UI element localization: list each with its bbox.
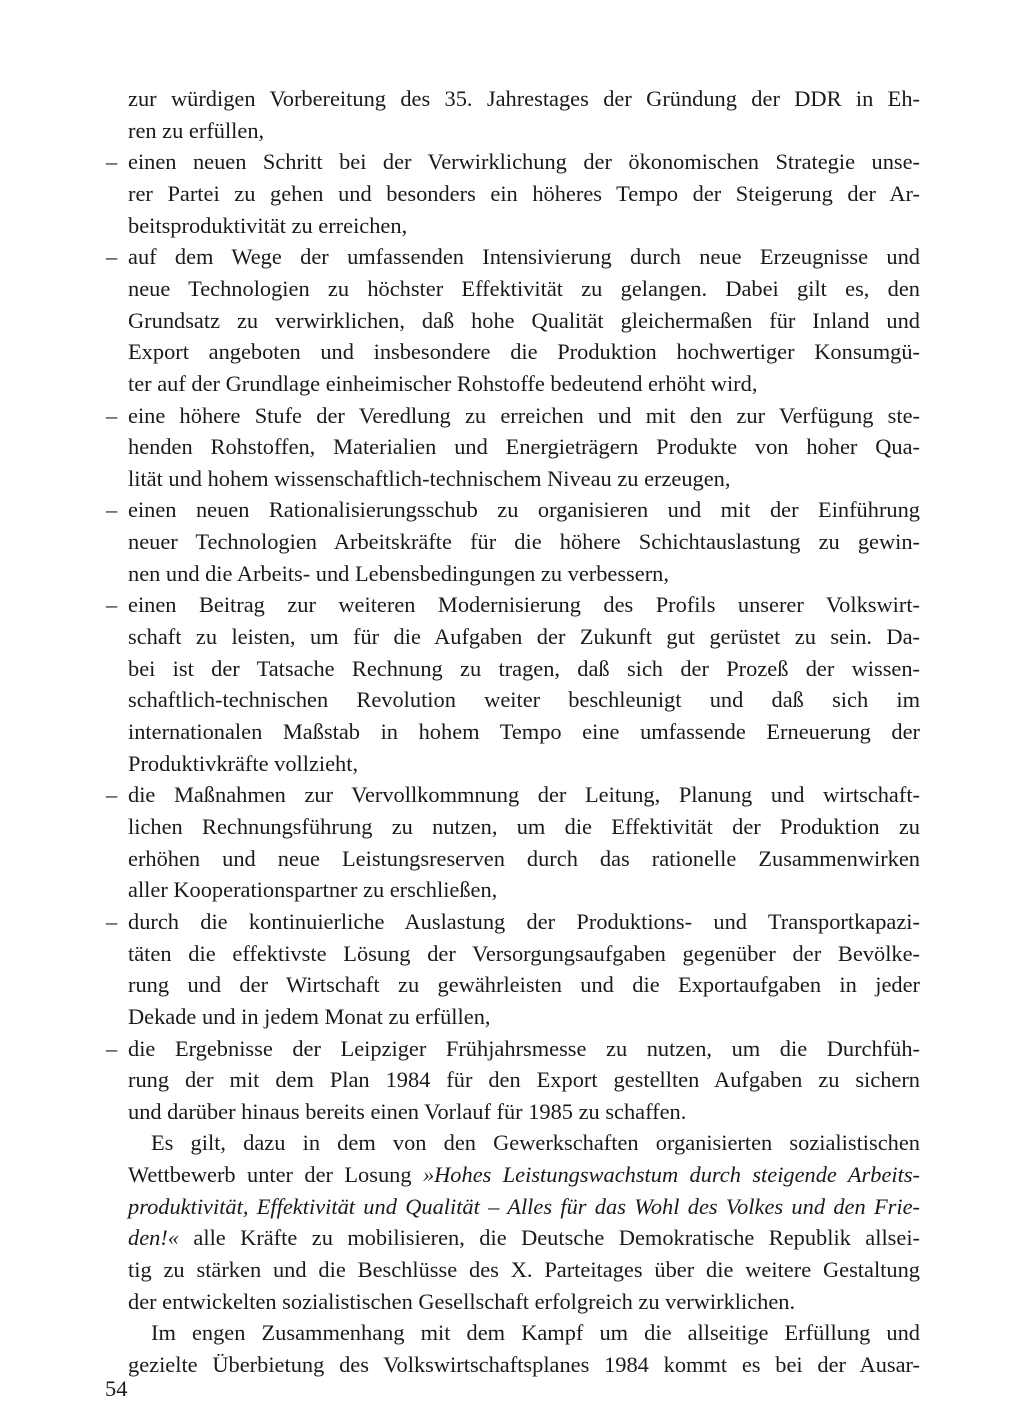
text-line: ren zu erfüllen,	[128, 117, 265, 143]
text-line: die Maßnahmen zur Vervollkommnung der Leitung, Planung und wirtschaft-	[128, 782, 920, 808]
text-line: ter auf der Grundlage einheimischer Rohstoffe bedeutend erhöht wird,	[128, 370, 758, 396]
text-line: lität und hohem wissenschaftlich-technischem Niveau zu erzeugen,	[128, 465, 731, 491]
text-line: beitsproduktivität zu erreichen,	[128, 212, 408, 238]
text-line: einen neuen Rationalisierungsschub zu organisieren und mit der Einführung	[128, 497, 920, 523]
text-line: gezielte Überbietung des Volkswirtschaftsplanes 1984 kommt es bei der Ausar-	[128, 1352, 920, 1377]
bullet-dash: –	[106, 402, 118, 428]
bullet-dash: –	[106, 497, 118, 523]
text-line: durch die kontinuierliche Auslastung der Produktions- und Transportkapazi-	[128, 908, 920, 934]
text-line: Im engen Zusammenhang mit dem Kampf um die allseitige Erfüllung und	[151, 1320, 920, 1346]
text-line: bei ist der Tatsache Rechnung zu tragen, daß sich der Prozeß der wissen-	[128, 655, 920, 681]
italic-text: den!«	[128, 1225, 179, 1251]
text-line	[128, 1222, 920, 1254]
bullet-dash: –	[106, 908, 118, 934]
text-line: neue Technologien zu höchster Effektivität zu gelangen. Dabei gilt es, den	[128, 275, 920, 301]
bullet-dash: –	[106, 782, 118, 808]
text-line: rung und der Wirtschaft zu gewährleisten und die Exportaufgaben in jeder	[128, 972, 920, 998]
text-run: alle Kräfte zu mobilisieren, die Deutsche Demokratische Republik allsei-	[178, 1225, 920, 1251]
text-line: internationalen Maßstab in hohem Tempo eine umfassende Erneuerung der	[128, 719, 920, 744]
text-line: der entwickelten sozialistischen Gesellschaft erfolgreich zu verwirklichen.	[128, 1288, 796, 1314]
text-line: Dekade und in jedem Monat zu erfüllen,	[128, 1003, 491, 1029]
bullet-dash: –	[106, 244, 118, 270]
text-line: täten die effektivste Lösung der Versorgungsaufgaben gegenüber der Bevölke-	[128, 940, 920, 966]
text-line: Produktivkräfte vollzieht,	[128, 750, 359, 776]
text-line: erhöhen und neue Leistungsreserven durch das rationelle Zusammenwirken	[128, 845, 920, 871]
bullet-dash: –	[106, 1035, 118, 1061]
text-line: einen neuen Schritt bei der Verwirklichung der ökonomischen Strategie unse-	[128, 149, 920, 175]
text-line: Es gilt, dazu in dem von den Gewerkschaften organisierten sozialistischen	[151, 1130, 920, 1156]
text-line: und darüber hinaus bereits einen Vorlauf für 1985 zu schaffen.	[128, 1098, 687, 1124]
text-line: nen und die Arbeits- und Lebensbedingungen zu verbessern,	[128, 560, 669, 586]
text-line: Export angeboten und insbesondere die Produktion hochwertiger Konsumgü-	[128, 339, 920, 365]
text-line: die Ergebnisse der Leipziger Frühjahrsmesse zu nutzen, um die Durchfüh-	[128, 1035, 920, 1061]
italic-text: »Hohes Leistungswachstum durch steigende Arbeits-	[422, 1162, 920, 1188]
text-line: auf dem Wege der umfassenden Intensivierung durch neue Erzeugnisse und	[128, 244, 920, 270]
text-line: rung der mit dem Plan 1984 für den Export gestellten Aufgaben zu sichern	[128, 1067, 920, 1093]
text-line: eine höhere Stufe der Veredlung zu erreichen und mit den zur Verfügung ste-	[128, 402, 920, 428]
text-line	[128, 1191, 920, 1223]
text-line: Grundsatz zu verwirklichen, daß hohe Qualität gleichermaßen für Inland und	[128, 307, 920, 333]
text-run: Wettbewerb unter der Losung	[128, 1162, 423, 1188]
text-line: aller Kooperationspartner zu erschließen,	[128, 877, 498, 903]
text-line: neuer Technologien Arbeitskräfte für die höhere Schichtauslastung zu gewin-	[128, 529, 920, 555]
text-line: henden Rohstoffen, Materialien und Energieträgern Produkte von hoher Qua-	[128, 434, 920, 460]
bullet-dash: –	[106, 149, 118, 175]
text-line: einen Beitrag zur weiteren Modernisierung des Profils unserer Volkswirt-	[128, 592, 920, 618]
text-line	[128, 1159, 920, 1191]
text-line: rer Partei zu gehen und besonders ein höheres Tempo der Steigerung der Ar-	[128, 180, 920, 206]
text-line: schaftlich-technischen Revolution weiter beschleunigt und daß sich im	[128, 687, 920, 713]
text-line: zur würdigen Vorbereitung des 35. Jahrestages der Gründung der DDR in Eh-	[128, 86, 920, 111]
text-line: tig zu stärken und die Beschlüsse des X. Parteitages über die weitere Gestaltung	[128, 1257, 920, 1283]
text-line: lichen Rechnungsführung zu nutzen, um die Effektivität der Produktion zu	[128, 813, 920, 839]
italic-text: produktivität, Effektivität und Qualität – Alles für das Wohl des Volkes und den Frie-	[128, 1193, 920, 1219]
text-line: schaft zu leisten, um für die Aufgaben der Zukunft gut gerüstet zu sein. Da-	[128, 624, 920, 650]
bullet-dash: –	[106, 592, 118, 618]
page-number: 54	[105, 1376, 128, 1401]
